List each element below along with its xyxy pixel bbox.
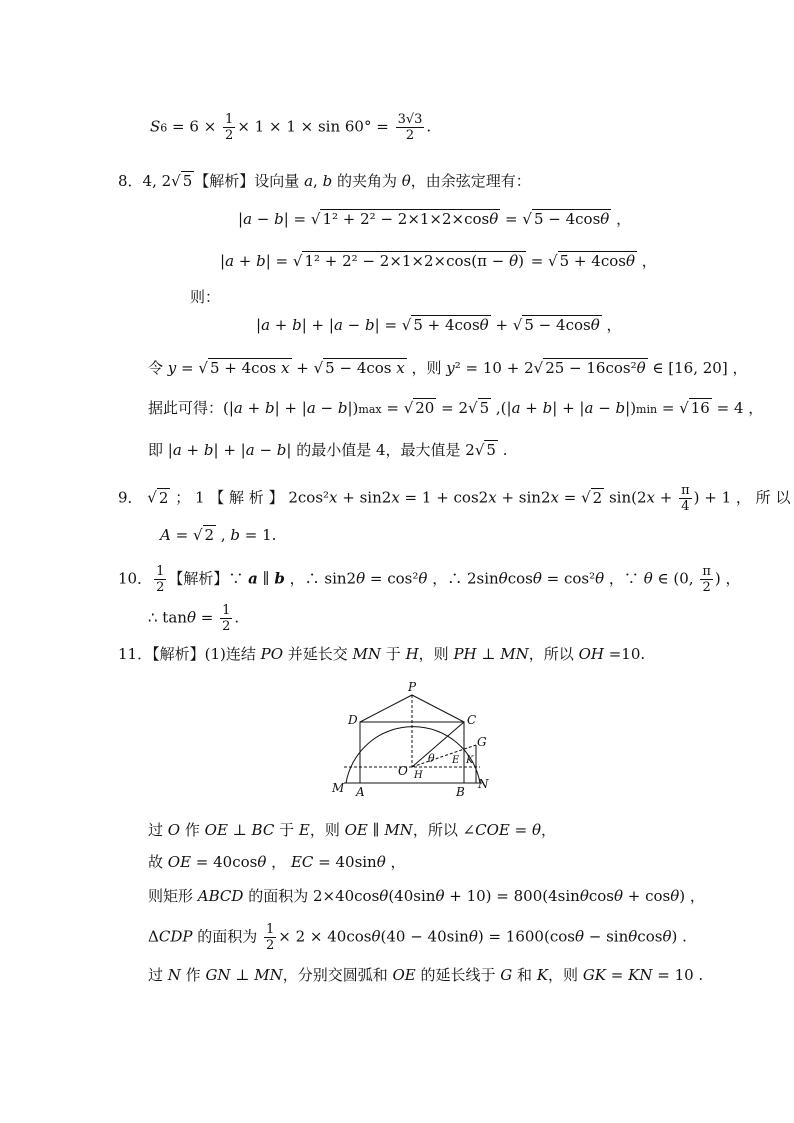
item-8-eq5: 据此可得：(|a + b| + |a − b|)max = √ 20 = 2√ 5 ,(|a + b| + |a − b|)min = √ 16 = 4 ，: [148, 399, 764, 417]
item-11-step5: 过 N 作 GN ⊥ MN，分别交圆弧和 OE 的延长线于 G 和 K，则 GK = KN = 10 .: [148, 966, 704, 984]
item-8-eq4: 令 y = √ 5 + 4cos x + √ 5 − 4cos x ，则 y² = 10 + 2√ 25 − 16cos²θ ∈ [16, 20] ，: [148, 359, 748, 377]
label-a: A: [356, 785, 365, 799]
item-11-header: 11．【解析】(1)连结 PO 并延长交 MN 于 H，则 PH ⊥ MN，所以 OH =10.: [118, 645, 646, 663]
label-n: N: [478, 777, 489, 791]
label-d: D: [348, 713, 358, 727]
item-9: 9． √ 2 ； 1 【 解 析 】 2cos²x + sin2x = 1 + cos2x + sin2x = √ 2 sin(2x + $\frac{\pi}{4}$ ) + 1 ， 所 以: [118, 483, 791, 514]
label-p: P: [408, 680, 417, 694]
label-b: B: [456, 785, 465, 799]
label-k: K: [466, 755, 474, 766]
item-8-conclusion: 即 |a + b| + |a − b| 的最小值是 4，最大值是 2√ 5 .: [148, 441, 508, 459]
item-8-then: 则：: [190, 288, 221, 306]
item-8-eq2: |a + b| = √ 1² + 2² − 2×1×2×cos(π − θ) = √ 5 + 4cosθ ，: [220, 252, 657, 270]
geometry-figure: [330, 680, 500, 806]
item-8-eq3: |a + b| + |a − b| = √ 5 + 4cosθ + √ 5 − 4cosθ ，: [256, 316, 622, 334]
item-11-step4: ΔCDP 的面积为 $\frac{1}{2}$ × 2 × 40cosθ(40 − 40sinθ) = 1600(cosθ − sinθcosθ) .: [148, 922, 687, 953]
item-10-result: ∴ tanθ = $\frac{1}{2}$ .: [148, 603, 240, 634]
label-e: E: [452, 755, 460, 766]
item-11-step3: 则矩形 ABCD 的面积为 2×40cosθ(40sinθ + 10) = 800(4sinθcosθ + cosθ) ，: [148, 887, 705, 905]
item-11-step1: 过 O 作 OE ⊥ BC 于 E，则 OE ∥ MN，所以 ∠COE = θ，: [148, 821, 557, 839]
item-8-header: 8．4, 2√ 5 【解析】设向量 a, b 的夹角为 θ，由余弦定理有：: [118, 172, 531, 190]
label-theta: θ: [428, 752, 435, 765]
s6-formula: S6 = 6 × $\frac{1}{2}$ × 1 × 1 × sin 60° = $\frac{3√3}{2}$ .: [150, 112, 432, 143]
item-11-step2: 故 OE = 40cosθ ， EC = 40sinθ ，: [148, 853, 406, 871]
label-o: O: [398, 764, 408, 778]
label-h: H: [414, 770, 423, 781]
semicircle-arc: [346, 727, 480, 783]
item-10: 10． $\frac{1}{2}$ 【解析】∵ a ∥ b ，∴ sin2θ = cos²θ ，∴ 2sinθcosθ = cos²θ ，∵ θ ∈ (0, $\frac{\pi}{2}$ ) ，: [118, 564, 741, 595]
item-9-result: A = √ 2 , b = 1.: [160, 526, 277, 544]
label-g: G: [477, 735, 487, 749]
label-m: M: [332, 781, 345, 795]
item-8-eq1: |a − b| = √ 1² + 2² − 2×1×2×cosθ = √ 5 − 4cosθ ，: [238, 210, 632, 228]
label-c: C: [467, 713, 477, 727]
